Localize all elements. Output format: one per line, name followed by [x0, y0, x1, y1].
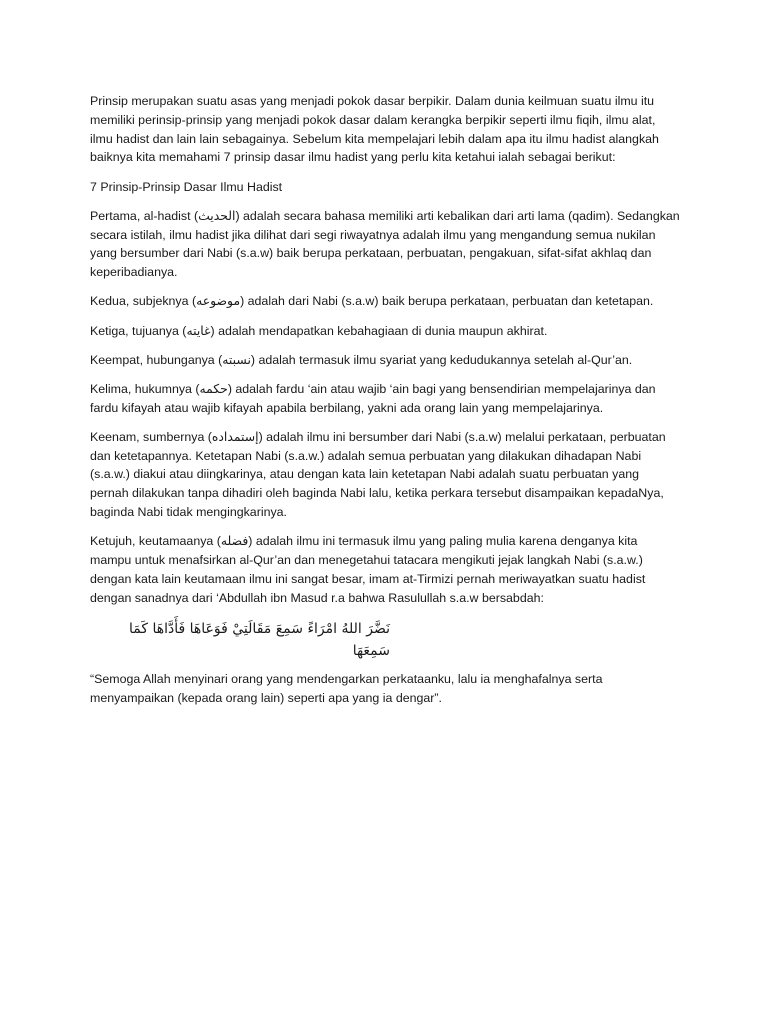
document-body — [90, 92, 680, 718]
arabic-hadith-quote: نَضَّرَ اللهُ امْرَاءً سَمِعَ مَقَالَتِيْ فَوَعَاهَا فَأَدَّاهَا كَمَا سَمِعَهَا — [128, 620, 390, 659]
hadith-translation: “Semoga Allah menyinari orang yang mendengarkan perkataanku, lalu ia menghafalnya serta menyampaikan (kepada orang lain) seperti apa yang ia dengar”. — [90, 671, 603, 705]
principle-2-paragraph: Kedua, subjeknya (موضوعه) adalah dari Nabi (s.a.w) baik berupa perkataan, perbuatan dan ketetapan. — [90, 294, 654, 309]
principle-3-paragraph: Ketiga, tujuanya (غايته) adalah mendapatkan kebahagiaan di dunia maupun akhirat. — [90, 323, 548, 338]
section-heading: 7 Prinsip-Prinsip Dasar Ilmu Hadist — [90, 179, 283, 194]
principle-1-paragraph: Pertama, al-hadist (الحديث) adalah secara bahasa memiliki arti kebalikan dari arti lama (qadim). Sedangkan secara istilah, ilmu hadist jika dilihat dari segi riwayatnya adalah ilmu yang mengandung semua nukilan yang bersumber dari Nabi (s.a.w) baik berupa perkataan, perbuatan, pengakuan, sifat-sifat akhlaq dan keperibadianya. — [90, 208, 680, 280]
principle-6-paragraph: Keenam, sumbernya (إستمداده) adalah ilmu ini bersumber dari Nabi (s.a.w) melalui perkataan, perbuatan dan ketetapannya. Ketetapan Nabi (s.a.w.) adalah semua perbuatan yang dilakukan dihadapan Nabi (s.a.w.) diakui atau diingkarinya, atau dengan kata lain ketetapan Nabi adalah suatu perbuatan yang pernah dilakukan tanpa dihadiri oleh baginda Nabi lalu, ketika perkara tersebut disampaikan kepadaNya, baginda Nabi tidak mengingkarinya. — [90, 429, 666, 520]
principle-5-paragraph: Kelima, hukumnya (حكمه) adalah fardu ‘ain atau wajib ‘ain bagi yang bensendirian mempelajarinya dan fardu kifayah atau wajib kifayah apabila berbilang, yakni ada orang lain yang mempelajarinya. — [90, 381, 656, 415]
principle-7-paragraph: Ketujuh, keutamaanya (فضله) adalah ilmu ini termasuk ilmu yang paling mulia karena denganya kita mampu untuk menafsirkan al-Qur’an dan menegetahui tatacara mengikuti jejak langkah Nabi (s.a.w.) dengan kata lain keutamaan ilmu ini sangat besar, imam at-Tirmizi pernah meriwayatkan suatu hadist dengan sanadnya dari ‘Abdullah ibn Masud r.a bahwa Rasulullah s.a.w bersabdah: — [90, 534, 646, 605]
intro-paragraph: Prinsip merupakan suatu asas yang menjadi pokok dasar berpikir. Dalam dunia keilmuan suatu ilmu itu memiliki perinsip-prinsip yang menjadi pokok dasar dalam kerangka berpikir seperti ilmu fiqih, ilmu alat, ilmu hadist dan lain lain sebagainya. Sebelum kita mempelajari lebih dalam apa itu ilmu hadist alangkah baiknya kita memahami 7 prinsip dasar ilmu hadist yang perlu kita ketahui ialah sebagai berikut: — [90, 94, 659, 165]
principle-4-paragraph: Keempat, hubunganya (نسبته) adalah termasuk ilmu syariat yang kedudukannya setelah al-Qur’an. — [90, 352, 633, 367]
